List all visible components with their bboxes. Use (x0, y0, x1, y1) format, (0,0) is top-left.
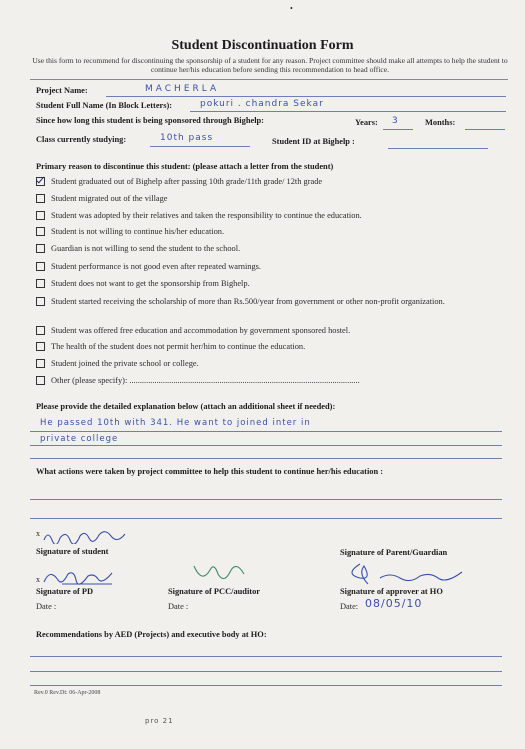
reason-item[interactable] (36, 211, 362, 221)
reason-item[interactable] (36, 194, 168, 204)
pcc-date-label: Date : (168, 602, 189, 611)
pd-x-mark: x (36, 575, 40, 584)
years-line (383, 129, 413, 130)
checkbox[interactable] (36, 262, 45, 271)
intro-divider (30, 79, 508, 80)
committee-label: What actions were taken by project committee to help this student to continue her/his education : (36, 467, 383, 476)
years-value[interactable]: 3 (392, 116, 399, 126)
student-signature (42, 528, 132, 544)
reason-item[interactable] (36, 262, 261, 272)
student-signature-label: Signature of student (36, 547, 109, 556)
page-mark: pro 21 (145, 717, 174, 725)
pd-date-label: Date : (36, 602, 57, 611)
approver-date-label: Date: (340, 602, 359, 611)
class-value[interactable]: 10th pass (160, 133, 214, 143)
recommendations-rule-1 (30, 656, 502, 657)
explanation-rule-2 (30, 445, 502, 446)
checkbox[interactable] (36, 244, 45, 253)
reason-label: Student is not willing to continue his/her education. (51, 227, 225, 236)
committee-rule-2 (30, 518, 502, 519)
reason-item[interactable] (36, 177, 322, 187)
student-x-mark: x (36, 529, 40, 538)
checkbox[interactable] (36, 227, 45, 236)
recommendations-rule-2 (30, 671, 502, 672)
checkbox[interactable] (36, 326, 45, 335)
reason-item[interactable] (36, 244, 240, 254)
explanation-rule-3 (30, 458, 502, 459)
reasons-heading: Primary reason to discontinue this student: (please attach a letter from the student) (36, 162, 334, 171)
form-title: Student Discontinuation Form (171, 38, 354, 53)
checkbox[interactable] (36, 279, 45, 288)
reason-label: Other (please specify): .............................................................................................................. (51, 376, 360, 385)
committee-rule-1 (30, 499, 502, 500)
parent-signature-label: Signature of Parent/Guardian (340, 548, 448, 557)
months-label: Months: (425, 118, 456, 127)
project-name-line (106, 96, 506, 97)
student-name-value[interactable]: pokuri . chandra Sekar (200, 99, 324, 109)
checkbox-checked[interactable] (36, 177, 45, 186)
project-name-label: Project Name: (36, 86, 88, 95)
form-intro: Use this form to recommend for discontinuing the sponsorship of a student for any reason. Project committee should make all attempts to help the student to continue her/his education before sending this recommendation to head office. (32, 56, 508, 74)
reason-label: Student started receiving the scholarship of more than Rs.500/year from government or other non-profit organization. (51, 297, 445, 306)
reason-label: Guardian is not willing to send the student to the school. (51, 244, 241, 253)
reason-item[interactable] (36, 376, 360, 386)
reason-label: Student joined the private school or college. (51, 359, 199, 368)
checkbox[interactable] (36, 297, 45, 306)
approver-signature (340, 560, 480, 588)
project-name-value[interactable]: MACHERLA (145, 84, 220, 94)
recommendations-rule-3 (30, 685, 502, 686)
reason-label: Student was adopted by their relatives and taken the responsibility to continue the education. (51, 211, 362, 220)
reason-item[interactable] (36, 342, 305, 352)
recommendations-label: Recommendations by AED (Projects) and executive body at HO: (36, 630, 267, 639)
approver-signature-label: Signature of approver at HO (340, 587, 443, 596)
reason-item[interactable] (36, 326, 350, 336)
pd-signature-label: Signature of PD (36, 587, 94, 596)
explanation-label: Please provide the detailed explanation below (attach an additional sheet if needed): (36, 402, 336, 411)
student-name-line (190, 111, 506, 112)
student-name-label: Student Full Name (In Block Letters): (36, 101, 173, 110)
reason-label: Student graduated out of Bighelp after passing 10th grade/11th grade/ 12th grade (51, 177, 323, 186)
reason-label: Student performance is not good even after repeated warnings. (51, 262, 261, 271)
reason-label: The health of the student does not permit her/him to continue the education. (51, 342, 306, 351)
pd-signature (42, 566, 132, 588)
checkbox[interactable] (36, 194, 45, 203)
reason-item[interactable] (36, 359, 199, 369)
explanation-line-2[interactable]: private college (40, 434, 119, 444)
pcc-signature-label: Signature of PCC/auditor (168, 587, 260, 596)
approver-date-value[interactable]: 08/05/10 (365, 597, 423, 610)
reason-item[interactable] (36, 227, 224, 237)
student-id-line (388, 148, 488, 149)
checkbox[interactable] (36, 211, 45, 220)
checkbox[interactable] (36, 342, 45, 351)
header-mark: • (290, 4, 293, 13)
years-label: Years: (355, 118, 378, 127)
class-line (150, 146, 250, 147)
student-id-label: Student ID at Bighelp : (272, 137, 355, 146)
sponsored-label: Since how long this student is being sponsored through Bighelp: (36, 116, 264, 125)
explanation-rule-1 (30, 431, 502, 432)
reason-label: Student migrated out of the village (51, 194, 168, 203)
pcc-signature (190, 560, 250, 584)
months-line (465, 129, 505, 130)
reason-item[interactable] (36, 279, 250, 289)
reason-label: Student does not want to get the sponsorship from Bighelp. (51, 279, 250, 288)
checkbox[interactable] (36, 376, 45, 385)
explanation-line-1[interactable]: He passed 10th with 341. He want to joined inter in (40, 418, 311, 428)
class-label: Class currently studying: (36, 135, 127, 144)
revision-note: Rev.0 Rev.Dt: 06-Apr-2008 (34, 690, 101, 696)
reason-label: Student was offered free education and accommodation by government sponsored hostel. (51, 326, 351, 335)
checkbox[interactable] (36, 359, 45, 368)
reason-item[interactable] (36, 296, 476, 307)
